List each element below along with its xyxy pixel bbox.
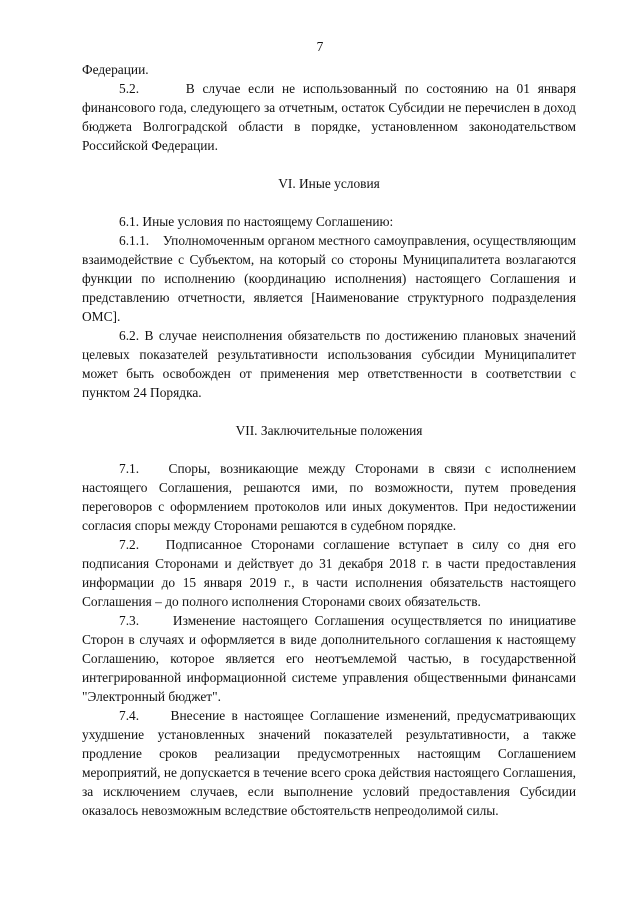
- paragraph-7-2: 7.2. Подписанное Сторонами соглашение вступает в силу со дня его подписания Сторонами и действует до 31 декабря 2018 г. в части предоставления информации до 15 января 2019 г., в части исполнения обязательств настоящего Соглашения – до полного исполнения Сторонами своих обязательств.: [82, 537, 576, 609]
- page-number: 7: [316, 39, 324, 54]
- paragraph-6-2: 6.2. В случае неисполнения обязательств по достижению плановых значений целевых показателей результативности использования субсидии Муниципалитет может быть освобожден от применения мер ответственности в соответствии с пунктом 24 Порядка.: [82, 328, 576, 400]
- document-body: [82, 60, 576, 820]
- paragraph-6-1-1: 6.1.1. Уполномоченным органом местного самоуправления, осуществляющим взаимодействие с Субъектом, на который со стороны Муниципалитета возлагаются функции по исполнению (координацию исполнения) настоящего Соглашения и представлению отчетности, является [Наименование структурного подразделения ОМС].: [82, 233, 576, 324]
- section-heading-vi: VI. Иные условия: [278, 176, 380, 191]
- section-heading-vii: VII. Заключительные положения: [235, 423, 423, 438]
- paragraph-6-1: 6.1. Иные условия по настоящему Соглашению:: [119, 214, 394, 229]
- paragraph-7-4: 7.4. Внесение в настоящее Соглашение изменений, предусматривающих ухудшение установленных значений показателей результативности, а также продление сроков реализации предусмотренных настоящим Соглашением мероприятий, не допускается в течение всего срока действия настоящего Соглашения, за исключением случаев, если выполнение условий предоставления Субсидии оказалось невозможным вследствие обстоятельств непреодолимой силы.: [82, 708, 576, 818]
- paragraph-7-1: 7.1. Споры, возникающие между Сторонами в связи с исполнением настоящего Соглашения, решаются ими, по возможности, путем проведения переговоров с оформлением протоколов или иных документов. При недостижении согласия споры между Сторонами решаются в судебном порядке.: [82, 461, 576, 533]
- paragraph-7-3: 7.3. Изменение настоящего Соглашения осуществляется по инициативе Сторон в случаях и оформляется в виде дополнительного соглашения к настоящему Соглашению, которое является его неотъемлемой частью, в государственной интегрированной информационной системе управления общественными финансами "Электронный бюджет".: [82, 613, 576, 704]
- paragraph-federation-end: Федерации.: [82, 62, 149, 77]
- paragraph-5-2: 5.2. В случае если не использованный по состоянию на 01 января финансового года, следующего за отчетным, остаток Субсидии не перечислен в доход бюджета Волгоградской области в порядке, установленном законодательством Российской Федерации.: [82, 81, 576, 153]
